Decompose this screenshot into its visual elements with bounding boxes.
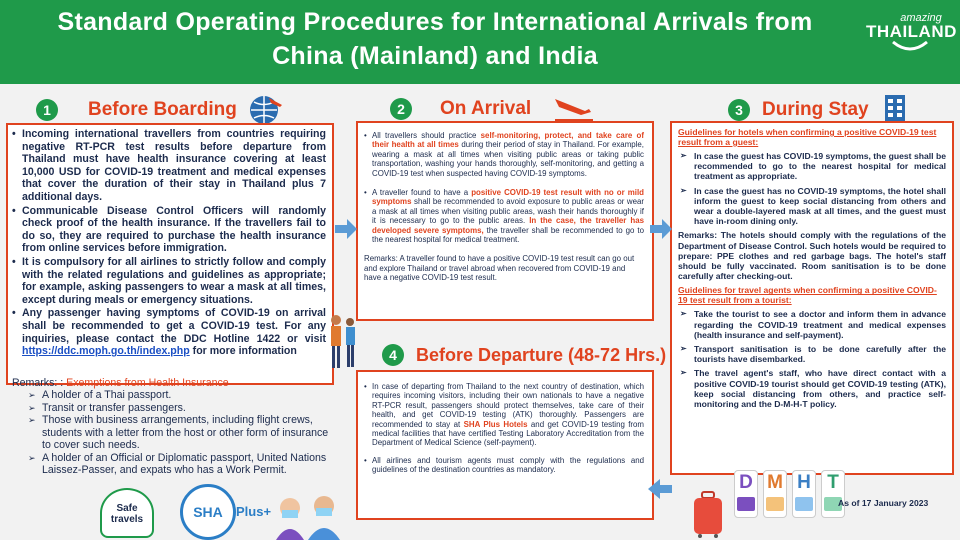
hotels-guidelines-heading: Guidelines for hotels when confirming a positive COVID-19 test result from a guest:: [678, 127, 937, 147]
on-arrival-remarks: Remarks: A traveller found to have a positive COVID-19 test result can go out and explore Thailand or travel abroad when recovered from COVID-19 and have a negative COVID-19 test result.: [364, 254, 635, 283]
on-arrival-list: [372, 131, 644, 244]
section-1-number: 1: [36, 99, 58, 121]
section-2-number: 2: [390, 98, 412, 120]
list-item: • It is compulsory for all airlines to strictly follow and comply with the related regulations and guidelines as appropriate; for example, asking passengers to wear a mask at all times, except during meals or emergency situations.: [22, 256, 326, 306]
dmht-letter: M: [767, 472, 783, 493]
list-item: ➢ Take the tourist to see a doctor and inform them in advance regarding the COVID-19 treatment and medical expenses (health insurance and self-payment).: [694, 309, 946, 340]
page-title-line2: China (Mainland) and India: [272, 42, 598, 70]
arrow-right-icon: [335, 218, 357, 240]
section-1-heading: [36, 93, 283, 127]
item4-text-b: for more information: [192, 345, 297, 358]
list-item: ➢ In case the guest has no COVID-19 symptoms, the hotel shall inform the guest to keep social distancing from others and wear a double-layered mask at all times, and the guest must have in-room dining only.: [694, 186, 946, 227]
safe-travels-badge: [100, 488, 154, 538]
masked-people-illustration: [272, 494, 352, 540]
list-item: [372, 131, 644, 178]
text-span: during their period of stay in Thailand. For example, wearing a mask at all times when visiting public areas or taking public transportation, washing your hands thoroughly, self-monitoring, and getting a COVID-19 test when suspected having COVID-19 symptoms.: [372, 140, 644, 178]
dmht-letter: T: [827, 472, 839, 493]
dmht-letter: H: [797, 472, 811, 493]
on-arrival-panel: [356, 121, 654, 321]
agents-guidelines-heading: Guidelines for travel agents when confirming a positive COVID-19 test result from a tourist:: [678, 285, 937, 306]
section-1-title: Before Boarding: [88, 99, 237, 120]
list-item: ➢ In case the guest has COVID-19 symptoms, the guest shall be recommended to go to the nearest hospital for medical treatment as appropriate.: [694, 151, 946, 182]
list-item: • Incoming international travellers from countries requiring negative RT-PCR test results before departure from Thailand must have health insurance covering at least 10,000 USD for COVID-19 treatment and medical expenses that cover the duration of their stay in Thailand plus 7 additional days.: [22, 128, 326, 204]
exemptions-list: [12, 389, 336, 477]
amazing-thailand-logo: [866, 12, 957, 54]
highlight-text: self-monitoring, protect, and take care of their health at all times: [372, 131, 644, 150]
agents-guidelines-list: [678, 309, 946, 409]
arrow-left-icon: [648, 478, 672, 500]
section-3-title: During Stay: [762, 99, 869, 120]
item4-text-a: Any passenger having symptoms of COVID-19 on arrival shall be recommended to get a COVID-19 test. For any inquiries, please contact the DDC Hotline 1422 or visit: [22, 307, 326, 345]
list-item: ➢ The travel agent's staff, who have direct contact with a positive COVID-19 tourist should get COVID-19 testing (ATK), keep social distancing from others, and practice self-monitoring and the D-M-H-T policy.: [694, 368, 946, 409]
dmht-card-m: [763, 470, 787, 518]
list-item: • Communicable Disease Control Officers will randomly check proof of the health insurance. If the travellers fail to do so, they are required to purchase the health insurance from online services before immigration.: [22, 205, 326, 255]
text-span: In case of departing from Thailand to the next country of destination, which requires incoming visitors, including their own nationals to have a negative RT-PCR result, passengers should protect themselves, take care of their health, and get COVID-19 testing (ATK) thoroughly. Passengers are recommended to stay at: [372, 382, 644, 429]
arrow-right-icon: [650, 218, 672, 240]
list-item: [372, 382, 644, 448]
dmht-card-d: [734, 470, 758, 518]
text-span: All travellers should practice: [372, 131, 477, 140]
section-4-heading: [382, 344, 666, 366]
before-boarding-panel: [6, 123, 334, 385]
list-item: • All airlines and tourism agents must comply with the regulations and guidelines of the destination countries as mandatory.: [372, 456, 644, 475]
highlight-text: positive COVID-19 test result with no or mild symptoms: [372, 188, 644, 207]
hotels-guidelines-list: [678, 151, 946, 226]
during-stay-panel: [670, 121, 954, 475]
dmht-cards: [734, 470, 845, 518]
before-boarding-list: [8, 125, 332, 358]
logo-smile-icon: [890, 40, 930, 54]
card-bar: [766, 497, 784, 511]
exemptions-heading: [12, 377, 336, 389]
section-2-title: On Arrival: [440, 98, 532, 119]
remarks-label: Remarks: :: [12, 377, 64, 389]
list-item: [372, 188, 644, 244]
list-item: ➢ Those with business arrangements, including flight crews, students with a letter from the host or other form of insurance to cover such needs.: [42, 414, 336, 452]
section-4-number: 4: [382, 344, 404, 366]
page-title-line1: Standard Operating Procedures for International Arrivals from: [57, 8, 813, 36]
text-span: and get COVID-19 testing from medical facilities that have certified Testing Laboratory Accreditation from the Department of Medical Science (self-payment).: [372, 419, 645, 448]
text-span: the traveller shall be recommended to go to the nearest hospital for medical treatment.: [372, 225, 644, 245]
ddc-website-link[interactable]: https://ddc.moph.go.th/index.php: [22, 345, 190, 358]
safe-travels-text: travels: [110, 514, 144, 525]
before-departure-panel: [356, 370, 654, 520]
travellers-illustration: [326, 314, 360, 374]
suitcase-icon: [690, 490, 726, 538]
list-item: [22, 307, 326, 357]
section-3-number: 3: [728, 99, 750, 121]
sha-badge: SHA: [180, 484, 236, 540]
header-banner: [0, 0, 960, 84]
text-span: A traveller found to have a: [372, 188, 469, 198]
dmht-card-h: [792, 470, 816, 518]
as-of-date: As of 17 January 2023: [838, 498, 929, 508]
text-span: shall be recommended to avoid exposure to public areas or wear a mask at all times when visiting public areas, wash their hands thoroughly if it is necessary to go to the public areas.: [372, 197, 644, 226]
list-item: ➢ Transport sanitisation is to be done carefully after the tourists have disembarked.: [694, 344, 946, 364]
logo-amazing-text: amazing: [900, 12, 942, 24]
dmht-card-t: [821, 470, 845, 518]
exemptions-title: Exemptions from Health Insurance: [66, 377, 229, 389]
hotels-remarks: Remarks: The hotels should comply with the regulations of the Department of Disease Control. Such hotels would be required to prepare: PPE clothes and red garbage bags. The hotel's staff should be fully vaccinated. Room sanitisation is to be done carefully after checking-out.: [678, 230, 946, 282]
list-item: ➢ Transit or transfer passengers.: [42, 402, 336, 415]
safe-travels-text: Safe: [116, 503, 138, 514]
highlight-text: In the case, the traveller has developed severe symptoms,: [372, 216, 644, 235]
logo-thailand-text: THAILAND: [866, 22, 957, 41]
sha-plus-text: Plus+: [236, 504, 272, 519]
highlight-text: SHA Plus Hotels: [463, 419, 528, 429]
before-departure-list: [372, 382, 644, 475]
globe-airplane-icon: [249, 93, 283, 127]
list-item: ➢ A holder of an Official or Diplomatic passport, United Nations Laissez-Passer, and expats who has a Work Permit.: [42, 452, 336, 477]
list-item: ➢ A holder of a Thai passport.: [42, 389, 336, 402]
section-4-title: Before Departure (48-72 Hrs.): [416, 344, 667, 365]
exemptions-remarks: [12, 377, 336, 477]
card-bar: [795, 497, 813, 511]
dmht-letter: D: [739, 472, 753, 493]
card-bar: [737, 497, 755, 511]
